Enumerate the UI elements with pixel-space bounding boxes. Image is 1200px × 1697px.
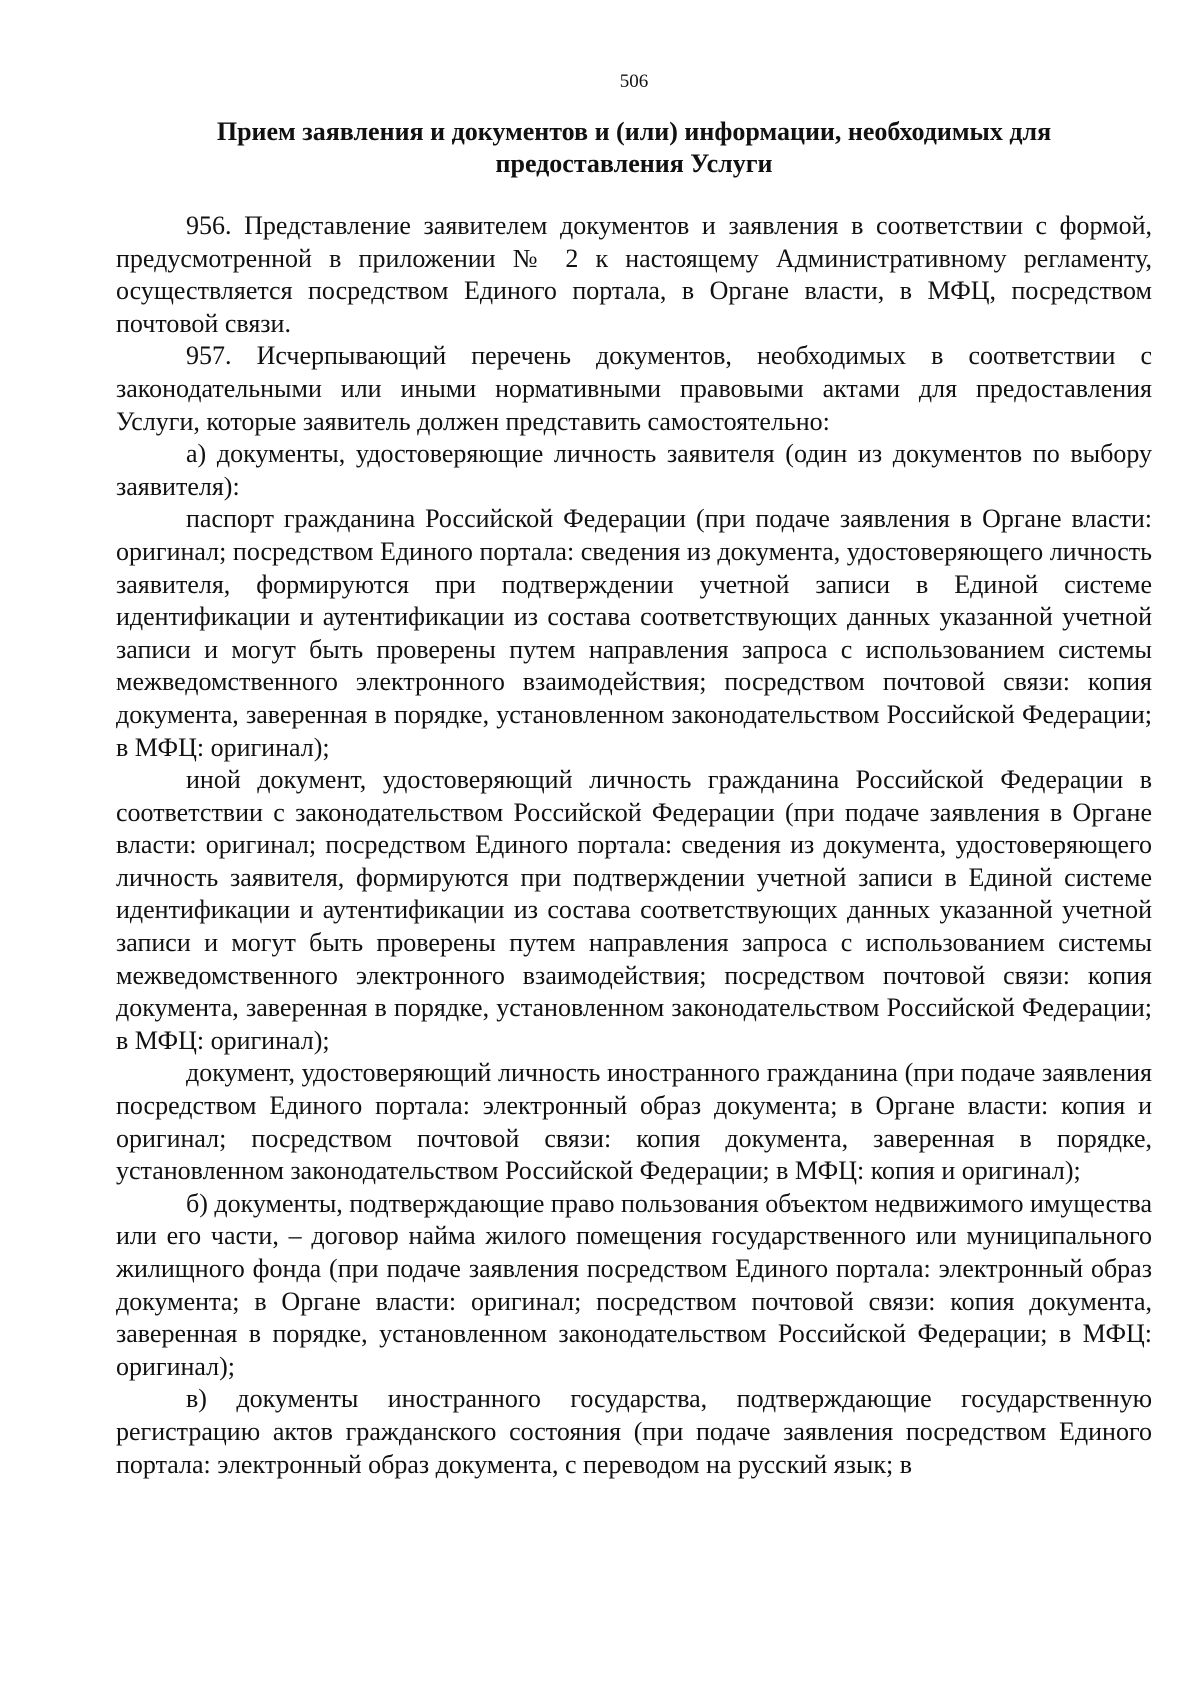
section-heading	[116, 116, 1152, 180]
document-body	[116, 210, 1152, 1481]
document-page	[116, 62, 1152, 1481]
subparagraph-v: в) документы иностранного государства, подтверждающие государственную регистрацию актов гражданского состояния (при подаче заявления посредством Единого портала: электронный образ документа, с переводом на русский язык; в	[116, 1384, 1152, 1479]
section-heading-line-2: предоставления Услуги	[495, 149, 773, 178]
paragraph-957: 957. Исчерпывающий перечень документов, необходимых в соответствии с законодательными или иными нормативными правовыми актами для предоставления Услуги, которые заявитель должен представить самостоятельно:	[116, 341, 1152, 436]
subparagraph-a: а) документы, удостоверяющие личность заявителя (один из документов по выбору заявителя):	[116, 439, 1152, 501]
subparagraph-b: б) документы, подтверждающие право пользования объектом недвижимого имущества или его части, – договор найма жилого помещения государственного или муниципального жилищного фонда (при подаче заявления посредством Единого портала: электронный образ документа; в Органе власти: оригинал; посредством почтовой связи: копия документа, заверенная в порядке, установленном законодательством Российской Федерации; в МФЦ: оригинал);	[116, 1188, 1152, 1381]
paragraph-956: 956. Представление заявителем документов и заявления в соответствии с формой, предусмотренной в приложении № 2 к настоящему Административному регламенту, осуществляется посредством Единого портала, в Органе власти, в МФЦ, посредством почтовой связи.	[116, 211, 1152, 338]
page-number: 506	[619, 71, 649, 92]
item-other-id-document: иной документ, удостоверяющий личность гражданина Российской Федерации в соответствии с законодательством Российской Федерации (при подаче заявления в Органе власти: оригинал; посредством Единого портала: сведения из документа, удостоверяющего личность заявителя, формируются при подтверждении учетной записи в Единой системе идентификации и аутентификации из состава соответствующих данных указанной учетной записи и могут быть проверены путем направления запроса с использованием системы межведомственного электронного взаимодействия; посредством почтовой связи: копия документа, заверенная в порядке, установленном законодательством Российской Федерации; в МФЦ: оригинал);	[116, 765, 1152, 1055]
item-foreign-citizen-id: документ, удостоверяющий личность иностранного гражданина (при подаче заявления посредством Единого портала: электронный образ документа; в Органе власти: копия и оригинал; посредством почтовой связи: копия документа, заверенная в порядке, установленном законодательством Российской Федерации; в МФЦ: копия и оригинал);	[116, 1058, 1152, 1186]
section-heading-line-1: Прием заявления и документов и (или) информации, необходимых для	[216, 117, 1052, 146]
item-passport: паспорт гражданина Российской Федерации (при подаче заявления в Органе власти: оригинал; посредством Единого портала: сведения из документа, удостоверяющего личность заявителя, формируются при подтверждении учетной записи в Единой системе идентификации и аутентификации из состава соответствующих данных указанной учетной записи и могут быть проверены путем направления запроса с использованием системы межведомственного электронного взаимодействия; посредством почтовой связи: копия документа, заверенная в порядке, установленном законодательством Российской Федерации; в МФЦ: оригинал);	[116, 504, 1152, 762]
